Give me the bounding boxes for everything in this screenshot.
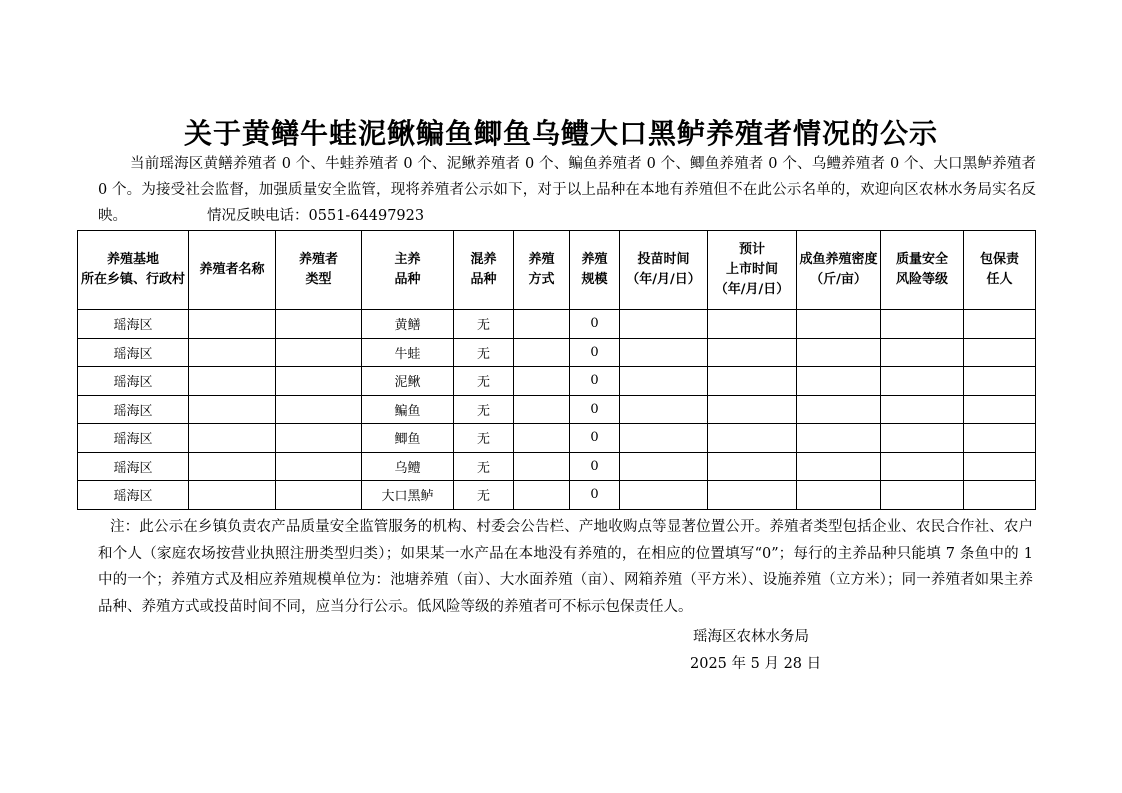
table-cell: 瑶海区 (78, 424, 189, 453)
table-cell: 0 (570, 452, 620, 481)
intro-paragraph (98, 151, 1036, 229)
table-cell: 牛蛙 (362, 338, 454, 367)
table-cell (276, 367, 362, 396)
table-cell: 无 (454, 395, 514, 424)
table-cell (620, 481, 708, 510)
table-cell: 无 (454, 338, 514, 367)
table-cell (881, 395, 964, 424)
column-header: 养殖 规模 (570, 231, 620, 310)
table-cell: 0 (570, 395, 620, 424)
table-cell (276, 481, 362, 510)
table-cell (708, 481, 797, 510)
table-cell (708, 367, 797, 396)
table-cell (797, 395, 881, 424)
table-cell (797, 481, 881, 510)
table-cell: 0 (570, 481, 620, 510)
table-cell: 泥鳅 (362, 367, 454, 396)
column-header: 质量安全 风险等级 (881, 231, 964, 310)
table-cell (276, 395, 362, 424)
table-cell: 瑶海区 (78, 395, 189, 424)
table-cell (964, 310, 1036, 339)
table-cell (620, 452, 708, 481)
table-cell (276, 424, 362, 453)
table-cell: 0 (570, 424, 620, 453)
table-cell (881, 310, 964, 339)
table-cell: 瑶海区 (78, 367, 189, 396)
table-body (78, 310, 1036, 510)
issuer-signature: 瑶海区农林水务局 (693, 629, 809, 645)
table-cell (708, 310, 797, 339)
page-title: 关于黄鳝牛蛙泥鳅鳊鱼鲫鱼乌鳢大口黑鲈养殖者情况的公示 (183, 117, 938, 150)
column-header: 成鱼养殖密度 （斤/亩） (797, 231, 881, 310)
table-cell: 瑶海区 (78, 452, 189, 481)
table-cell: 0 (570, 367, 620, 396)
breeder-table (77, 230, 1036, 510)
table-cell (189, 452, 276, 481)
column-header: 养殖者 类型 (276, 231, 362, 310)
table-cell (881, 367, 964, 396)
table-cell: 鲫鱼 (362, 424, 454, 453)
table-cell: 黄鳝 (362, 310, 454, 339)
table-cell (620, 395, 708, 424)
table-cell (881, 481, 964, 510)
table-row (78, 452, 1036, 481)
table-row (78, 424, 1036, 453)
table-row (78, 338, 1036, 367)
table-cell (189, 338, 276, 367)
table-cell (881, 452, 964, 481)
table-cell (964, 367, 1036, 396)
table-cell (964, 338, 1036, 367)
table-cell: 无 (454, 367, 514, 396)
table-cell (514, 452, 570, 481)
column-header: 包保责 任人 (964, 231, 1036, 310)
table-cell (881, 338, 964, 367)
table-cell (276, 338, 362, 367)
table-cell (514, 310, 570, 339)
table-cell (797, 452, 881, 481)
table-cell: 瑶海区 (78, 310, 189, 339)
table-cell: 无 (454, 424, 514, 453)
table-cell: 瑶海区 (78, 338, 189, 367)
table-cell (964, 395, 1036, 424)
table-cell: 无 (454, 310, 514, 339)
table-cell (708, 338, 797, 367)
table-cell (797, 424, 881, 453)
table-cell: 乌鳢 (362, 452, 454, 481)
column-header: 养殖者名称 (189, 231, 276, 310)
table-cell (189, 367, 276, 396)
table-cell (620, 367, 708, 396)
issue-date: 2025 年 5 月 28 日 (690, 656, 822, 672)
column-header: 混养 品种 (454, 231, 514, 310)
table-cell (797, 310, 881, 339)
table-cell: 0 (570, 338, 620, 367)
table-cell (189, 481, 276, 510)
column-header: 投苗时间 （年/月/日） (620, 231, 708, 310)
contact-phone: 情况反映电话：0551-64497923 (207, 208, 425, 224)
table-cell (514, 338, 570, 367)
table-cell (964, 424, 1036, 453)
column-header: 预计 上市时间 （年/月/日） (708, 231, 797, 310)
table-cell (708, 452, 797, 481)
table-cell (189, 424, 276, 453)
table-row (78, 395, 1036, 424)
table-cell (964, 481, 1036, 510)
table-cell (620, 338, 708, 367)
table-cell: 无 (454, 481, 514, 510)
table-cell (189, 310, 276, 339)
table-cell (514, 395, 570, 424)
table-cell (514, 481, 570, 510)
table-cell (964, 452, 1036, 481)
table-cell (797, 367, 881, 396)
table-cell (708, 395, 797, 424)
column-header: 主养 品种 (362, 231, 454, 310)
table-row (78, 310, 1036, 339)
table-cell: 鳊鱼 (362, 395, 454, 424)
table-cell (189, 395, 276, 424)
table-cell (797, 338, 881, 367)
table-cell (620, 424, 708, 453)
table-cell (881, 424, 964, 453)
table-row (78, 481, 1036, 510)
table-row (78, 367, 1036, 396)
table-cell (276, 452, 362, 481)
table-cell: 瑶海区 (78, 481, 189, 510)
table-cell: 0 (570, 310, 620, 339)
table-cell: 无 (454, 452, 514, 481)
footnote: 注：此公示在乡镇负责农产品质量安全监管服务的机构、村委会公告栏、产地收购点等显著位置公开。养殖者类型包括企业、农民合作社、农户和个人（家庭农场按营业执照注册类型归类）；如果某一水产品在本地没有养殖的，在相应的位置填写“0”；每行的主养品种只能填 7 条鱼中的 1 中的一个；养殖方式及相应养殖规模单位为：池塘养殖（亩）、大水面养殖（亩）、网箱养殖（平方米）、设施养殖（立方米）；同一养殖者如果主养品种、养殖方式或投苗时间不同，应当分行公示。低风险等级的养殖者可不标示包保责任人。 (98, 519, 1033, 615)
intro-text: 当前瑶海区黄鳝养殖者 0 个、牛蛙养殖者 0 个、泥鳅养殖者 0 个、鳊鱼养殖者 0 个、鲫鱼养殖者 0 个、乌鳢养殖者 0 个、大口黑鲈养殖者 0 个。为接受社会监督，加强质量安全监管，现将养殖者公示如下，对于以上品种在本地有养殖但不在此公示名单的，欢迎向区农林水务局实名反映。 (98, 156, 1036, 224)
table-cell: 大口黑鲈 (362, 481, 454, 510)
table-header-row (78, 231, 1036, 310)
table-cell (514, 367, 570, 396)
table-cell (620, 310, 708, 339)
table-cell (514, 424, 570, 453)
table-cell (708, 424, 797, 453)
table-cell (276, 310, 362, 339)
column-header: 养殖 方式 (514, 231, 570, 310)
column-header: 养殖基地 所在乡镇、行政村 (78, 231, 189, 310)
